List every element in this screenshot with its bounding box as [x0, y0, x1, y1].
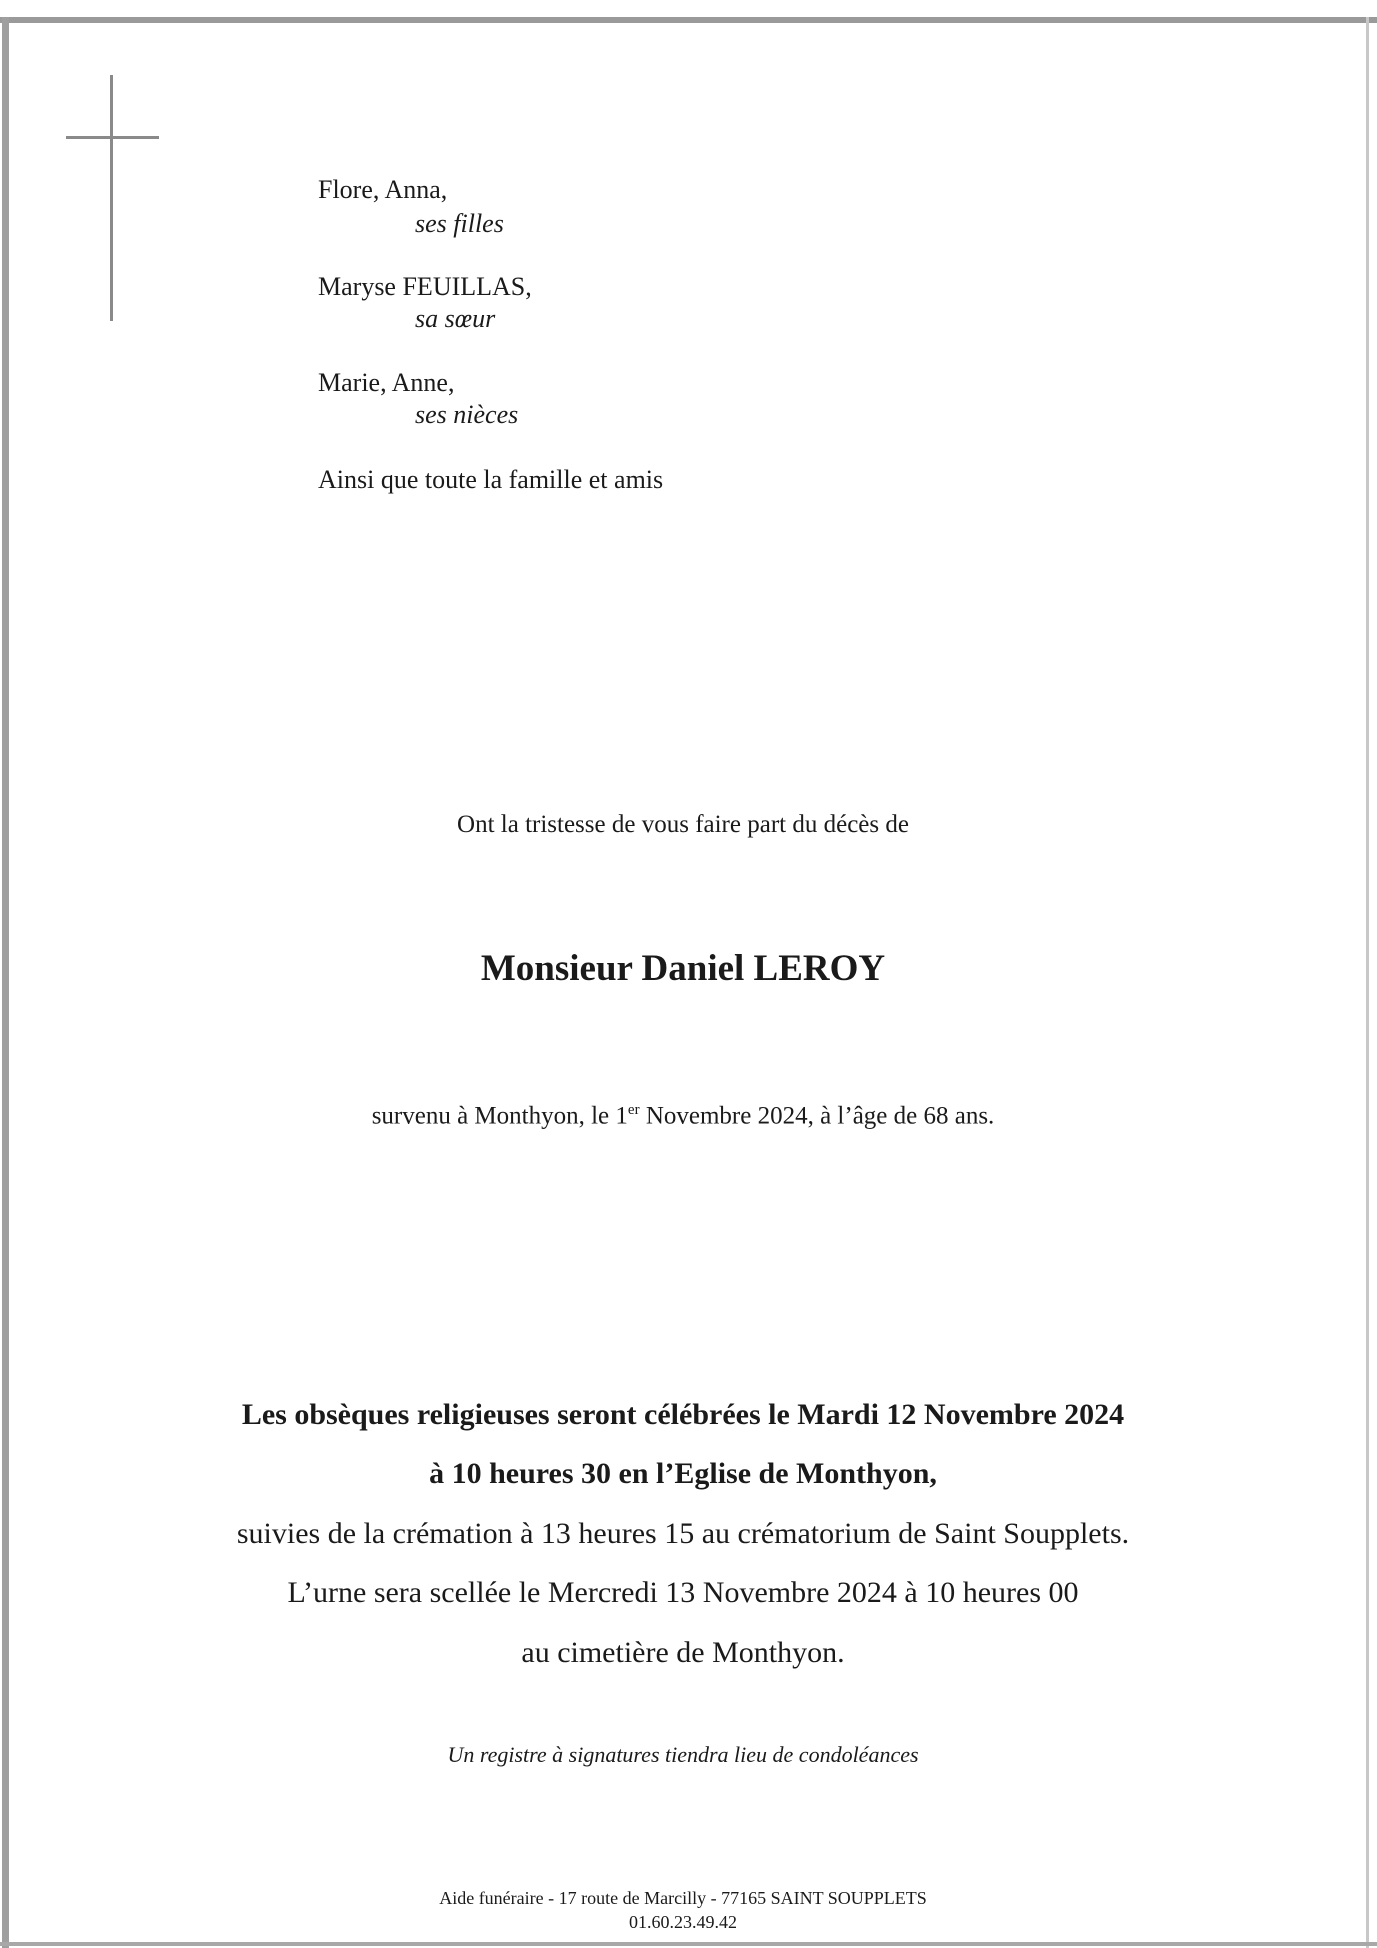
funeral-line-3: suivies de la crémation à 13 heures 15 au crématorium de Saint Soupplets.	[236, 1517, 1130, 1550]
page-border-right	[1366, 17, 1369, 1948]
cross-vertical	[110, 75, 113, 321]
funeral-line-5: au cimetière de Monthyon.	[521, 1636, 845, 1669]
death-info-after: Novembre 2024, à l’âge de 68 ans.	[639, 1102, 995, 1130]
footer-address: Aide funéraire - 17 route de Marcilly - 77165 SAINT SOUPPLETS	[439, 1888, 927, 1908]
funeral-line-1: Les obsèques religieuses seront célébrées le Mardi 12 Novembre 2024	[241, 1398, 1125, 1431]
cross-horizontal	[66, 136, 159, 139]
funeral-line-2: à 10 heures 30 en l’Eglise de Monthyon,	[429, 1457, 937, 1490]
page-border-top	[0, 17, 1377, 23]
family-relation-1: ses filles	[415, 209, 504, 238]
death-info-before: survenu à Monthyon, le 1	[371, 1102, 628, 1130]
family-relation-2: sa sœur	[415, 304, 496, 333]
family-names-2: Maryse FEUILLAS,	[318, 272, 532, 301]
funeral-line-4: L’urne sera scellée le Mercredi 13 Novembre 2024 à 10 heures 00	[287, 1576, 1079, 1609]
family-names-1: Flore, Anna,	[318, 175, 448, 204]
footer-phone: 01.60.23.49.42	[629, 1912, 737, 1932]
family-closing: Ainsi que toute la famille et amis	[318, 465, 664, 494]
death-info-sup: er	[627, 1102, 640, 1118]
death-info	[0, 1103, 1366, 1128]
page-border-bottom	[0, 1942, 1377, 1946]
family-relation-3: ses nièces	[415, 400, 519, 429]
deceased-name: Monsieur Daniel LEROY	[480, 948, 886, 989]
announcement: Ont la tristesse de vous faire part du décès de	[457, 811, 909, 838]
family-names-3: Marie, Anne,	[318, 368, 455, 397]
condolences-note: Un registre à signatures tiendra lieu de condoléances	[447, 1742, 919, 1767]
